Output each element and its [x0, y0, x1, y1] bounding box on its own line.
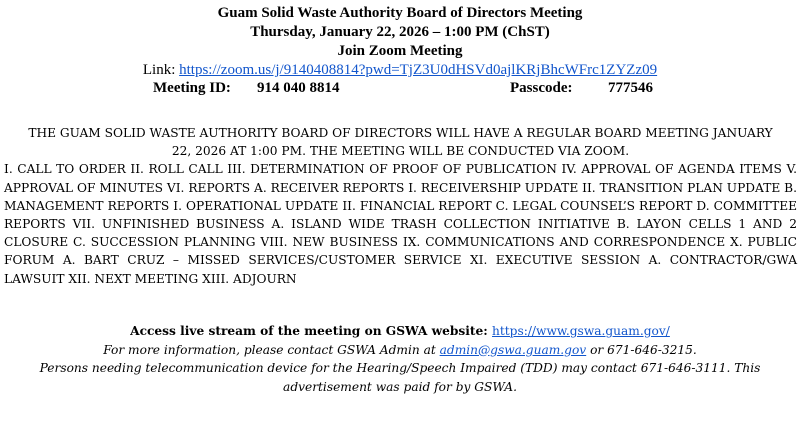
- zoom-link-line: [0, 61, 800, 80]
- meeting-header: [0, 4, 800, 80]
- agenda-text: I. CALL TO ORDER II. ROLL CALL III. DETERMINATION OF PROOF OF PUBLICATION IV. APPROVAL OF AGENDA ITEMS V. APPROVAL OF MINUTES VI. REPORTS A. RECEIVER REPORTS I. RECEIVERSHIP UPDATE II. TRANSITION PLAN UPDATE B. MANAGEMENT REPORTS I. OPERATIONAL UPDATE II. FINANCIAL REPORT C. LEGAL COUNSEL’S REPORT D. COMMITTEE REPORTS VII. UNFINISHED BUSINESS A. ISLAND WIDE TRASH COLLECTION INITIATIVE B. LAYON CELLS 1 AND 2 CLOSURE C. SUCCESSION PLANNING VIII. NEW BUSINESS IX. COMMUNICATIONS AND CORRESPONDENCE X. PUBLIC FORUM A. BART CRUZ – MISSED SERVICES/CUSTOMER SERVICE XI. EXECUTIVE SESSION A. CONTRACTOR/GWA LAWSUIT XII. NEXT MEETING XIII. ADJOURN: [4, 162, 797, 286]
- contact-info-suffix: or 671-646-3215.: [590, 342, 697, 357]
- admin-email-link[interactable]: admin@gswa.guam.gov: [439, 342, 587, 357]
- meeting-id-value: 914 040 8814: [257, 80, 340, 96]
- zoom-link-label: Link:: [142, 62, 176, 78]
- live-stream-label: Access live stream of the meeting on GSWA website:: [130, 324, 488, 338]
- meeting-credentials: [0, 80, 800, 100]
- live-stream-line: [0, 322, 800, 341]
- meeting-notice: [4, 124, 797, 288]
- contact-info-prefix: For more information, please contact GSWA Admin at: [103, 342, 436, 357]
- meeting-datetime: Thursday, January 22, 2026 – 1:00 PM (ChST): [250, 24, 550, 40]
- notice-intro: THE GUAM SOLID WASTE AUTHORITY BOARD OF DIRECTORS WILL HAVE A REGULAR BOARD MEETING JANUARY 22, 2026 AT 1:00 PM. THE MEETING WILL BE CONDUCTED VIA ZOOM.: [28, 126, 773, 159]
- gswa-website-link[interactable]: https://www.gswa.guam.gov/: [492, 324, 670, 338]
- contact-info-line: [0, 341, 800, 360]
- zoom-link[interactable]: https://zoom.us/j/9140408814?pwd=TjZ3U0dHSVd0ajlKRjBhcWFrc1ZYZz09: [179, 62, 658, 78]
- meeting-id-label: Meeting ID:: [153, 80, 231, 96]
- notice-footer: [0, 322, 800, 396]
- passcode-label: Passcode:: [510, 80, 573, 96]
- tdd-notice: Persons needing telecommunication device for the Hearing/Speech Impaired (TDD) may contact 671-646-3111. This advertisement was paid for by GSWA.: [39, 361, 761, 394]
- join-zoom-heading: Join Zoom Meeting: [337, 43, 463, 59]
- passcode-value: 777546: [608, 80, 653, 96]
- meeting-title: Guam Solid Waste Authority Board of Directors Meeting: [217, 5, 583, 21]
